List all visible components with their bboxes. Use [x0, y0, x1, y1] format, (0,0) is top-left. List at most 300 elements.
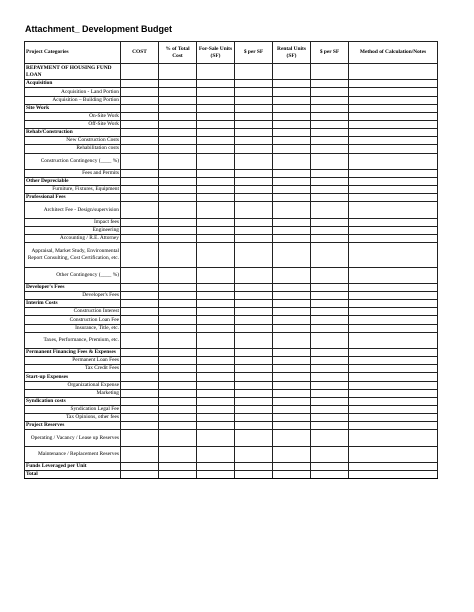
for-sale-units-cell[interactable] — [197, 422, 235, 430]
line-item-label: Organizational Expense — [25, 381, 121, 389]
cost-cell[interactable] — [121, 194, 159, 202]
rental-dollar-per-sf-cell[interactable] — [311, 324, 349, 332]
rental-units-cell[interactable] — [273, 300, 311, 308]
for-sale-units-cell[interactable] — [197, 80, 235, 88]
percent-total-cost-cell[interactable] — [159, 202, 197, 218]
rental-dollar-per-sf-cell[interactable] — [311, 145, 349, 153]
cost-cell[interactable] — [121, 430, 159, 446]
method-notes-cell[interactable] — [349, 373, 438, 381]
percent-total-cost-cell[interactable] — [159, 365, 197, 373]
rental-dollar-per-sf-cell[interactable] — [311, 332, 349, 348]
for-sale-dollar-per-sf-cell[interactable] — [235, 381, 273, 389]
for-sale-dollar-per-sf-cell[interactable] — [235, 104, 273, 112]
rental-dollar-per-sf-cell[interactable] — [311, 153, 349, 169]
cost-cell[interactable] — [121, 243, 159, 267]
percent-total-cost-cell[interactable] — [159, 178, 197, 186]
rental-dollar-per-sf-cell[interactable] — [311, 226, 349, 234]
for-sale-units-cell[interactable] — [197, 414, 235, 422]
for-sale-dollar-per-sf-cell[interactable] — [235, 414, 273, 422]
percent-total-cost-cell[interactable] — [159, 292, 197, 300]
percent-total-cost-cell[interactable] — [159, 104, 197, 112]
rental-units-cell[interactable] — [273, 308, 311, 316]
for-sale-dollar-per-sf-cell[interactable] — [235, 446, 273, 462]
for-sale-units-cell[interactable] — [197, 202, 235, 218]
for-sale-units-cell[interactable] — [197, 137, 235, 145]
percent-total-cost-cell[interactable] — [159, 446, 197, 462]
cost-cell[interactable] — [121, 145, 159, 153]
for-sale-dollar-per-sf-cell[interactable] — [235, 332, 273, 348]
for-sale-dollar-per-sf-cell[interactable] — [235, 194, 273, 202]
rental-units-cell[interactable] — [273, 267, 311, 283]
method-notes-cell[interactable] — [349, 121, 438, 129]
rental-units-cell[interactable] — [273, 129, 311, 137]
rental-units-cell[interactable] — [273, 332, 311, 348]
percent-total-cost-cell[interactable] — [159, 194, 197, 202]
rental-units-cell[interactable] — [273, 422, 311, 430]
method-notes-cell[interactable] — [349, 406, 438, 414]
cost-cell[interactable] — [121, 357, 159, 365]
method-notes-cell[interactable] — [349, 414, 438, 422]
cost-cell[interactable] — [121, 446, 159, 462]
method-notes-cell[interactable] — [349, 80, 438, 88]
percent-total-cost-cell[interactable] — [159, 267, 197, 283]
rental-dollar-per-sf-cell[interactable] — [311, 80, 349, 88]
rental-dollar-per-sf-cell[interactable] — [311, 121, 349, 129]
rental-units-cell[interactable] — [273, 324, 311, 332]
method-notes-cell[interactable] — [349, 226, 438, 234]
method-notes-cell[interactable] — [349, 300, 438, 308]
method-notes-cell[interactable] — [349, 178, 438, 186]
rental-units-cell[interactable] — [273, 145, 311, 153]
for-sale-units-cell[interactable] — [197, 300, 235, 308]
for-sale-dollar-per-sf-cell[interactable] — [235, 235, 273, 243]
percent-total-cost-cell[interactable] — [159, 430, 197, 446]
rental-dollar-per-sf-cell[interactable] — [311, 316, 349, 324]
for-sale-units-cell[interactable] — [197, 463, 235, 471]
for-sale-dollar-per-sf-cell[interactable] — [235, 300, 273, 308]
rental-units-cell[interactable] — [273, 194, 311, 202]
rental-units-cell[interactable] — [273, 406, 311, 414]
rental-dollar-per-sf-cell[interactable] — [311, 308, 349, 316]
cost-cell[interactable] — [121, 96, 159, 104]
for-sale-units-cell[interactable] — [197, 243, 235, 267]
for-sale-dollar-per-sf-cell[interactable] — [235, 463, 273, 471]
rental-dollar-per-sf-cell[interactable] — [311, 88, 349, 96]
percent-total-cost-cell[interactable] — [159, 397, 197, 405]
percent-total-cost-cell[interactable] — [159, 349, 197, 357]
rental-units-cell[interactable] — [273, 80, 311, 88]
rental-units-cell[interactable] — [273, 137, 311, 145]
cost-cell[interactable] — [121, 463, 159, 471]
method-notes-cell[interactable] — [349, 218, 438, 226]
percent-total-cost-cell[interactable] — [159, 96, 197, 104]
for-sale-dollar-per-sf-cell[interactable] — [235, 422, 273, 430]
method-notes-cell[interactable] — [349, 267, 438, 283]
method-notes-cell[interactable] — [349, 194, 438, 202]
for-sale-dollar-per-sf-cell[interactable] — [235, 88, 273, 96]
percent-total-cost-cell[interactable] — [159, 145, 197, 153]
method-notes-cell[interactable] — [349, 446, 438, 462]
for-sale-dollar-per-sf-cell[interactable] — [235, 80, 273, 88]
for-sale-units-cell[interactable] — [197, 88, 235, 96]
percent-total-cost-cell[interactable] — [159, 186, 197, 194]
method-notes-cell[interactable] — [349, 324, 438, 332]
for-sale-dollar-per-sf-cell[interactable] — [235, 471, 273, 479]
cost-cell[interactable] — [121, 235, 159, 243]
method-notes-cell[interactable] — [349, 169, 438, 177]
method-notes-cell[interactable] — [349, 292, 438, 300]
for-sale-dollar-per-sf-cell[interactable] — [235, 145, 273, 153]
percent-total-cost-cell[interactable] — [159, 300, 197, 308]
cost-cell[interactable] — [121, 283, 159, 291]
percent-total-cost-cell[interactable] — [159, 471, 197, 479]
percent-total-cost-cell[interactable] — [159, 308, 197, 316]
cost-cell[interactable] — [121, 202, 159, 218]
method-notes-cell[interactable] — [349, 365, 438, 373]
rental-dollar-per-sf-cell[interactable] — [311, 202, 349, 218]
rental-dollar-per-sf-cell[interactable] — [311, 96, 349, 104]
rental-units-cell[interactable] — [273, 292, 311, 300]
cost-cell[interactable] — [121, 471, 159, 479]
rental-units-cell[interactable] — [273, 349, 311, 357]
method-notes-cell[interactable] — [349, 88, 438, 96]
method-notes-cell[interactable] — [349, 153, 438, 169]
for-sale-units-cell[interactable] — [197, 292, 235, 300]
for-sale-units-cell[interactable] — [197, 283, 235, 291]
rental-units-cell[interactable] — [273, 381, 311, 389]
percent-total-cost-cell[interactable] — [159, 121, 197, 129]
for-sale-units-cell[interactable] — [197, 112, 235, 120]
percent-total-cost-cell[interactable] — [159, 112, 197, 120]
cost-cell[interactable] — [121, 64, 159, 80]
for-sale-dollar-per-sf-cell[interactable] — [235, 153, 273, 169]
cost-cell[interactable] — [121, 389, 159, 397]
for-sale-dollar-per-sf-cell[interactable] — [235, 283, 273, 291]
cost-cell[interactable] — [121, 80, 159, 88]
for-sale-dollar-per-sf-cell[interactable] — [235, 316, 273, 324]
for-sale-units-cell[interactable] — [197, 178, 235, 186]
for-sale-units-cell[interactable] — [197, 308, 235, 316]
for-sale-units-cell[interactable] — [197, 324, 235, 332]
method-notes-cell[interactable] — [349, 332, 438, 348]
cost-cell[interactable] — [121, 414, 159, 422]
percent-total-cost-cell[interactable] — [159, 80, 197, 88]
method-notes-cell[interactable] — [349, 64, 438, 80]
rental-units-cell[interactable] — [273, 235, 311, 243]
for-sale-dollar-per-sf-cell[interactable] — [235, 349, 273, 357]
for-sale-units-cell[interactable] — [197, 389, 235, 397]
percent-total-cost-cell[interactable] — [159, 373, 197, 381]
for-sale-units-cell[interactable] — [197, 471, 235, 479]
header-project-categories: Project Categories — [25, 42, 121, 64]
method-notes-cell[interactable] — [349, 137, 438, 145]
method-notes-cell[interactable] — [349, 381, 438, 389]
method-notes-cell[interactable] — [349, 243, 438, 267]
rental-dollar-per-sf-cell[interactable] — [311, 218, 349, 226]
cost-cell[interactable] — [121, 365, 159, 373]
rental-dollar-per-sf-cell[interactable] — [311, 373, 349, 381]
rental-units-cell[interactable] — [273, 283, 311, 291]
rental-dollar-per-sf-cell[interactable] — [311, 186, 349, 194]
cost-cell[interactable] — [121, 292, 159, 300]
rental-dollar-per-sf-cell[interactable] — [311, 283, 349, 291]
percent-total-cost-cell[interactable] — [159, 406, 197, 414]
method-notes-cell[interactable] — [349, 202, 438, 218]
rental-units-cell[interactable] — [273, 389, 311, 397]
rental-units-cell[interactable] — [273, 357, 311, 365]
for-sale-units-cell[interactable] — [197, 186, 235, 194]
for-sale-dollar-per-sf-cell[interactable] — [235, 373, 273, 381]
cost-cell[interactable] — [121, 121, 159, 129]
for-sale-units-cell[interactable] — [197, 235, 235, 243]
for-sale-dollar-per-sf-cell[interactable] — [235, 308, 273, 316]
line-item-label: Construction Contingency (____ %) — [25, 153, 121, 169]
percent-total-cost-cell[interactable] — [159, 226, 197, 234]
for-sale-dollar-per-sf-cell[interactable] — [235, 430, 273, 446]
for-sale-dollar-per-sf-cell[interactable] — [235, 218, 273, 226]
for-sale-dollar-per-sf-cell[interactable] — [235, 226, 273, 234]
method-notes-cell[interactable] — [349, 471, 438, 479]
cost-cell[interactable] — [121, 300, 159, 308]
for-sale-dollar-per-sf-cell[interactable] — [235, 397, 273, 405]
percent-total-cost-cell[interactable] — [159, 64, 197, 80]
for-sale-units-cell[interactable] — [197, 406, 235, 414]
rental-units-cell[interactable] — [273, 226, 311, 234]
for-sale-units-cell[interactable] — [197, 349, 235, 357]
rental-units-cell[interactable] — [273, 414, 311, 422]
percent-total-cost-cell[interactable] — [159, 283, 197, 291]
development-budget-table — [24, 41, 438, 479]
method-notes-cell[interactable] — [349, 235, 438, 243]
for-sale-dollar-per-sf-cell[interactable] — [235, 169, 273, 177]
percent-total-cost-cell[interactable] — [159, 153, 197, 169]
for-sale-dollar-per-sf-cell[interactable] — [235, 202, 273, 218]
rental-dollar-per-sf-cell[interactable] — [311, 381, 349, 389]
for-sale-units-cell[interactable] — [197, 381, 235, 389]
rental-dollar-per-sf-cell[interactable] — [311, 357, 349, 365]
rental-units-cell[interactable] — [273, 373, 311, 381]
rental-dollar-per-sf-cell[interactable] — [311, 235, 349, 243]
rental-units-cell[interactable] — [273, 243, 311, 267]
method-notes-cell[interactable] — [349, 308, 438, 316]
method-notes-cell[interactable] — [349, 112, 438, 120]
rental-dollar-per-sf-cell[interactable] — [311, 446, 349, 462]
for-sale-units-cell[interactable] — [197, 129, 235, 137]
rental-units-cell[interactable] — [273, 153, 311, 169]
for-sale-dollar-per-sf-cell[interactable] — [235, 267, 273, 283]
for-sale-dollar-per-sf-cell[interactable] — [235, 112, 273, 120]
cost-cell[interactable] — [121, 137, 159, 145]
method-notes-cell[interactable] — [349, 283, 438, 291]
percent-total-cost-cell[interactable] — [159, 357, 197, 365]
rental-units-cell[interactable] — [273, 96, 311, 104]
percent-total-cost-cell[interactable] — [159, 129, 197, 137]
for-sale-dollar-per-sf-cell[interactable] — [235, 64, 273, 80]
cost-cell[interactable] — [121, 129, 159, 137]
rental-units-cell[interactable] — [273, 64, 311, 80]
for-sale-units-cell[interactable] — [197, 194, 235, 202]
percent-total-cost-cell[interactable] — [159, 414, 197, 422]
rental-dollar-per-sf-cell[interactable] — [311, 406, 349, 414]
table-row — [25, 153, 438, 169]
rental-dollar-per-sf-cell[interactable] — [311, 243, 349, 267]
rental-dollar-per-sf-cell[interactable] — [311, 422, 349, 430]
cost-cell[interactable] — [121, 153, 159, 169]
cost-cell[interactable] — [121, 186, 159, 194]
rental-units-cell[interactable] — [273, 397, 311, 405]
rental-dollar-per-sf-cell[interactable] — [311, 463, 349, 471]
method-notes-cell[interactable] — [349, 104, 438, 112]
method-notes-cell[interactable] — [349, 186, 438, 194]
rental-dollar-per-sf-cell[interactable] — [311, 430, 349, 446]
rental-units-cell[interactable] — [273, 365, 311, 373]
for-sale-dollar-per-sf-cell[interactable] — [235, 186, 273, 194]
method-notes-cell[interactable] — [349, 96, 438, 104]
percent-total-cost-cell[interactable] — [159, 316, 197, 324]
cost-cell[interactable] — [121, 267, 159, 283]
method-notes-cell[interactable] — [349, 397, 438, 405]
for-sale-dollar-per-sf-cell[interactable] — [235, 406, 273, 414]
for-sale-units-cell[interactable] — [197, 397, 235, 405]
rental-units-cell[interactable] — [273, 186, 311, 194]
for-sale-units-cell[interactable] — [197, 446, 235, 462]
percent-total-cost-cell[interactable] — [159, 332, 197, 348]
rental-dollar-per-sf-cell[interactable] — [311, 365, 349, 373]
for-sale-units-cell[interactable] — [197, 373, 235, 381]
for-sale-dollar-per-sf-cell[interactable] — [235, 389, 273, 397]
rental-dollar-per-sf-cell[interactable] — [311, 178, 349, 186]
for-sale-dollar-per-sf-cell[interactable] — [235, 137, 273, 145]
cost-cell[interactable] — [121, 422, 159, 430]
method-notes-cell[interactable] — [349, 145, 438, 153]
for-sale-dollar-per-sf-cell[interactable] — [235, 365, 273, 373]
rental-units-cell[interactable] — [273, 218, 311, 226]
rental-dollar-per-sf-cell[interactable] — [311, 104, 349, 112]
rental-units-cell[interactable] — [273, 316, 311, 324]
cost-cell[interactable] — [121, 332, 159, 348]
line-item-label: Taxes, Performance, Premium, etc. — [25, 332, 121, 348]
rental-units-cell[interactable] — [273, 88, 311, 96]
rental-dollar-per-sf-cell[interactable] — [311, 137, 349, 145]
rental-units-cell[interactable] — [273, 471, 311, 479]
for-sale-dollar-per-sf-cell[interactable] — [235, 324, 273, 332]
for-sale-units-cell[interactable] — [197, 145, 235, 153]
rental-dollar-per-sf-cell[interactable] — [311, 112, 349, 120]
for-sale-dollar-per-sf-cell[interactable] — [235, 96, 273, 104]
for-sale-units-cell[interactable] — [197, 218, 235, 226]
cost-cell[interactable] — [121, 308, 159, 316]
for-sale-units-cell[interactable] — [197, 267, 235, 283]
rental-dollar-per-sf-cell[interactable] — [311, 267, 349, 283]
cost-cell[interactable] — [121, 226, 159, 234]
method-notes-cell[interactable] — [349, 316, 438, 324]
rental-units-cell[interactable] — [273, 178, 311, 186]
method-notes-cell[interactable] — [349, 389, 438, 397]
cost-cell[interactable] — [121, 316, 159, 324]
cost-cell[interactable] — [121, 373, 159, 381]
rental-units-cell[interactable] — [273, 121, 311, 129]
for-sale-units-cell[interactable] — [197, 226, 235, 234]
method-notes-cell[interactable] — [349, 422, 438, 430]
method-notes-cell[interactable] — [349, 349, 438, 357]
for-sale-dollar-per-sf-cell[interactable] — [235, 357, 273, 365]
rental-dollar-per-sf-cell[interactable] — [311, 64, 349, 80]
for-sale-units-cell[interactable] — [197, 64, 235, 80]
for-sale-units-cell[interactable] — [197, 365, 235, 373]
rental-units-cell[interactable] — [273, 202, 311, 218]
for-sale-dollar-per-sf-cell[interactable] — [235, 243, 273, 267]
rental-dollar-per-sf-cell[interactable] — [311, 300, 349, 308]
percent-total-cost-cell[interactable] — [159, 324, 197, 332]
cost-cell[interactable] — [121, 324, 159, 332]
percent-total-cost-cell[interactable] — [159, 218, 197, 226]
cost-cell[interactable] — [121, 381, 159, 389]
rental-dollar-per-sf-cell[interactable] — [311, 471, 349, 479]
rental-units-cell[interactable] — [273, 112, 311, 120]
for-sale-dollar-per-sf-cell[interactable] — [235, 178, 273, 186]
cost-cell[interactable] — [121, 104, 159, 112]
percent-total-cost-cell[interactable] — [159, 389, 197, 397]
rental-dollar-per-sf-cell[interactable] — [311, 389, 349, 397]
percent-total-cost-cell[interactable] — [159, 169, 197, 177]
rental-dollar-per-sf-cell[interactable] — [311, 194, 349, 202]
percent-total-cost-cell[interactable] — [159, 88, 197, 96]
for-sale-units-cell[interactable] — [197, 332, 235, 348]
for-sale-units-cell[interactable] — [197, 153, 235, 169]
percent-total-cost-cell[interactable] — [159, 235, 197, 243]
rental-units-cell[interactable] — [273, 104, 311, 112]
for-sale-dollar-per-sf-cell[interactable] — [235, 121, 273, 129]
cost-cell[interactable] — [121, 349, 159, 357]
cost-cell[interactable] — [121, 178, 159, 186]
cost-cell[interactable] — [121, 169, 159, 177]
for-sale-units-cell[interactable] — [197, 121, 235, 129]
cost-cell[interactable] — [121, 112, 159, 120]
for-sale-units-cell[interactable] — [197, 104, 235, 112]
for-sale-units-cell[interactable] — [197, 96, 235, 104]
percent-total-cost-cell[interactable] — [159, 381, 197, 389]
rental-dollar-per-sf-cell[interactable] — [311, 292, 349, 300]
method-notes-cell[interactable] — [349, 430, 438, 446]
rental-dollar-per-sf-cell[interactable] — [311, 129, 349, 137]
cost-cell[interactable] — [121, 88, 159, 96]
percent-total-cost-cell[interactable] — [159, 137, 197, 145]
rental-units-cell[interactable] — [273, 430, 311, 446]
cost-cell[interactable] — [121, 406, 159, 414]
method-notes-cell[interactable] — [349, 357, 438, 365]
rental-dollar-per-sf-cell[interactable] — [311, 169, 349, 177]
method-notes-cell[interactable] — [349, 463, 438, 471]
for-sale-units-cell[interactable] — [197, 169, 235, 177]
rental-dollar-per-sf-cell[interactable] — [311, 414, 349, 422]
cost-cell[interactable] — [121, 397, 159, 405]
for-sale-units-cell[interactable] — [197, 430, 235, 446]
for-sale-units-cell[interactable] — [197, 357, 235, 365]
rental-units-cell[interactable] — [273, 446, 311, 462]
for-sale-dollar-per-sf-cell[interactable] — [235, 129, 273, 137]
percent-total-cost-cell[interactable] — [159, 463, 197, 471]
rental-dollar-per-sf-cell[interactable] — [311, 349, 349, 357]
cost-cell[interactable] — [121, 218, 159, 226]
rental-dollar-per-sf-cell[interactable] — [311, 397, 349, 405]
percent-total-cost-cell[interactable] — [159, 243, 197, 267]
rental-units-cell[interactable] — [273, 169, 311, 177]
rental-units-cell[interactable] — [273, 463, 311, 471]
method-notes-cell[interactable] — [349, 129, 438, 137]
for-sale-units-cell[interactable] — [197, 316, 235, 324]
percent-total-cost-cell[interactable] — [159, 422, 197, 430]
for-sale-dollar-per-sf-cell[interactable] — [235, 292, 273, 300]
